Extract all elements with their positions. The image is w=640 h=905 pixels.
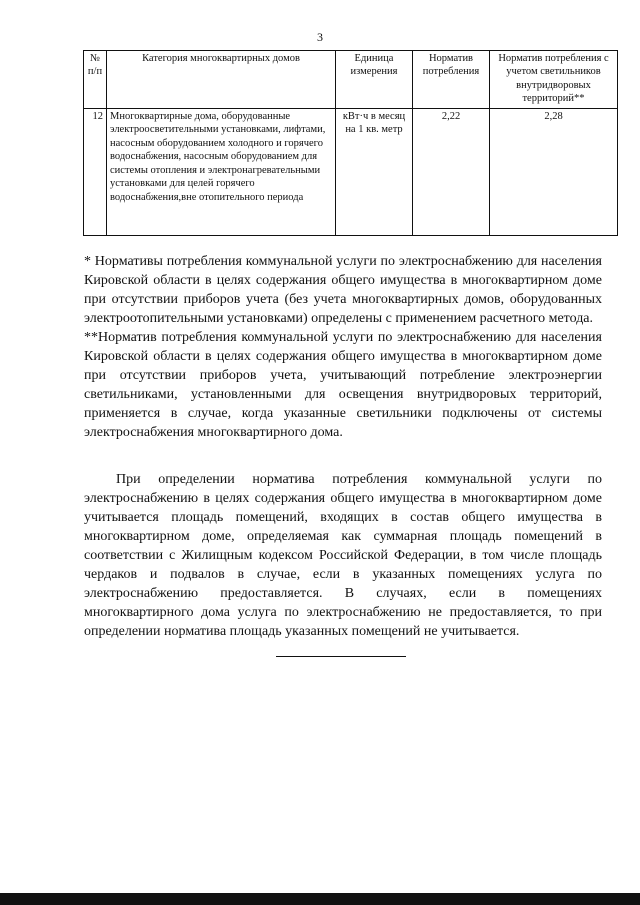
footnote-1: * Нормативы потребления коммунальной услуги по электроснабжению для населения Кировской области в целях содержания общего имущества в многоквартирном доме при отсутствии приборов учета (без учета многоквартирных домов, оборудованных электроотопительными установками) определены с применением расчетного метода. bbox=[84, 254, 602, 327]
page-number: 3 bbox=[317, 30, 323, 44]
scan-bottom-edge bbox=[0, 893, 640, 905]
footnote-2: **Норматив потребления коммунальной услуги по электроснабжению для населения Кировской области в целях содержания общего имущества в многоквартирном доме при отсутствии приборов учета, учитывающий потребление электроэнергии светильниками, установленными для освещения внутридворовых территорий, применяется в случае, когда указанные светильники подключены от системы электроснабжения многоквартирного дома. bbox=[84, 330, 602, 441]
cell-category: Многоквартирные дома, оборудованные электроосветительными установками, лифтами, насосным оборудованием холодного и горячего водоснабжения, насосным оборудованием для системы отопления и электронагревательными установками для целей горячего водоснабжения,вне отопительного периода bbox=[107, 109, 336, 236]
body-paragraph-block bbox=[84, 470, 602, 641]
header-category: Категория многоквартирных домов bbox=[107, 51, 336, 109]
cell-unit: кВт·ч в месяц на 1 кв. метр bbox=[336, 109, 413, 236]
header-unit: Единица измерения bbox=[336, 51, 413, 109]
table-header-row bbox=[84, 51, 618, 109]
header-norm-lighting: Норматив потребления с учетом светильников внутридворовых территорий** bbox=[490, 51, 618, 109]
cell-norm-lighting: 2,28 bbox=[490, 109, 618, 236]
end-separator-line bbox=[276, 656, 406, 657]
cell-num: 12 bbox=[84, 109, 107, 236]
footnotes bbox=[84, 252, 602, 442]
header-norm: Норматив потребления bbox=[413, 51, 490, 109]
table-row bbox=[84, 109, 618, 236]
header-num: № п/п bbox=[84, 51, 107, 109]
body-paragraph: При определении норматива потребления коммунальной услуги по электроснабжению в целях содержания общего имущества в многоквартирном доме учитывается площадь помещений, входящих в состав общего имущества в многоквартирном доме, определяемая как суммарная площадь помещений в соответствии с Жилищным кодексом Российской Федерации, в том числе площадь чердаков и подвалов в случае, если в указанных помещениях услуга по электроснабжению предоставляется. В случаях, если в помещениях многоквартирного дома услуга по электроснабжению не предоставляется, то при определении норматива площадь указанных помещений не учитывается. bbox=[84, 472, 602, 640]
norms-table bbox=[83, 50, 618, 236]
cell-norm: 2,22 bbox=[413, 109, 490, 236]
